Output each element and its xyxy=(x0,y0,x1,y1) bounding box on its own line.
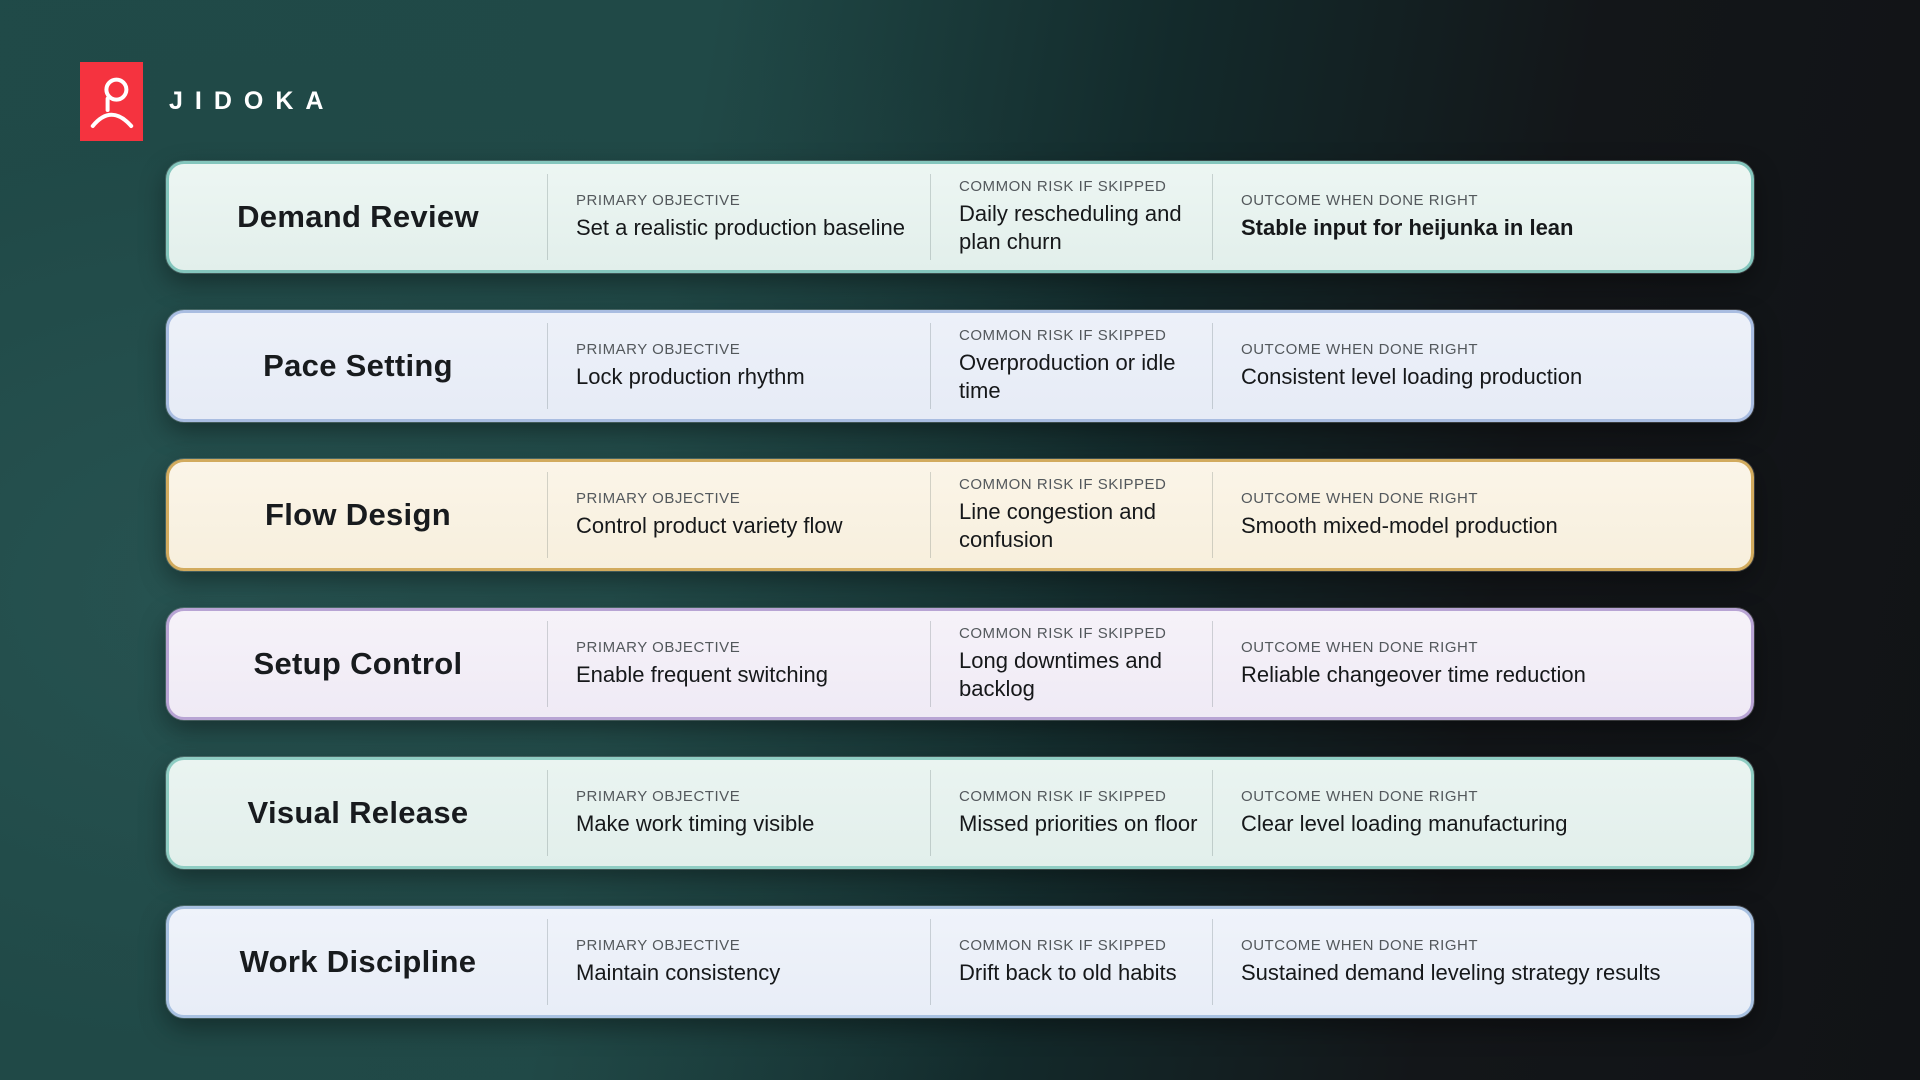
objective-label: PRIMARY OBJECTIVE xyxy=(576,936,741,954)
card-title: Pace Setting xyxy=(263,348,453,383)
objective-label: PRIMARY OBJECTIVE xyxy=(576,638,741,656)
objective-value: Set a realistic production baseline xyxy=(576,214,905,240)
risk-column xyxy=(930,621,1212,707)
outcome-column xyxy=(1212,323,1751,409)
person-figure-icon xyxy=(87,70,137,134)
objective-label: PRIMARY OBJECTIVE xyxy=(576,489,741,507)
card-title-cell xyxy=(169,174,547,260)
outcome-column xyxy=(1212,919,1751,1005)
risk-column xyxy=(930,323,1212,409)
card-setup-control xyxy=(166,608,1754,720)
objective-value: Control product variety flow xyxy=(576,512,843,538)
card-title: Setup Control xyxy=(253,646,463,681)
card-title-cell xyxy=(169,621,547,707)
risk-label: COMMON RISK IF SKIPPED xyxy=(959,177,1167,195)
outcome-value: Consistent level loading production xyxy=(1241,363,1583,389)
risk-value: Drift back to old habits xyxy=(959,959,1177,985)
objective-value: Lock production rhythm xyxy=(576,363,805,389)
card-title-cell xyxy=(169,323,547,409)
objective-value: Maintain consistency xyxy=(576,959,781,985)
risk-column xyxy=(930,919,1212,1005)
risk-label: COMMON RISK IF SKIPPED xyxy=(959,624,1167,642)
objective-column xyxy=(547,621,930,707)
card-demand-review xyxy=(166,161,1754,273)
outcome-value: Stable input for heijunka in lean xyxy=(1241,214,1574,240)
outcome-label: OUTCOME WHEN DONE RIGHT xyxy=(1241,489,1479,507)
card-title-cell xyxy=(169,919,547,1005)
outcome-label: OUTCOME WHEN DONE RIGHT xyxy=(1241,787,1479,805)
outcome-label: OUTCOME WHEN DONE RIGHT xyxy=(1241,936,1479,954)
card-title-cell xyxy=(169,770,547,856)
risk-column xyxy=(930,174,1212,260)
card-work-discipline xyxy=(166,906,1754,1018)
objective-label: PRIMARY OBJECTIVE xyxy=(576,787,741,805)
outcome-label: OUTCOME WHEN DONE RIGHT xyxy=(1241,191,1479,209)
objective-label: PRIMARY OBJECTIVE xyxy=(576,191,741,209)
outcome-column xyxy=(1212,621,1751,707)
outcome-label: OUTCOME WHEN DONE RIGHT xyxy=(1241,638,1479,656)
risk-label: COMMON RISK IF SKIPPED xyxy=(959,475,1167,493)
objective-column xyxy=(547,323,930,409)
risk-value: Overproduction or idle time xyxy=(959,349,1176,403)
card-flow-design xyxy=(166,459,1754,571)
cards-list xyxy=(166,161,1754,1018)
outcome-column xyxy=(1212,472,1751,558)
outcome-column xyxy=(1212,174,1751,260)
objective-column xyxy=(547,770,930,856)
jidoka-logo xyxy=(80,62,143,141)
outcome-value: Smooth mixed-model production xyxy=(1241,512,1558,538)
card-title: Work Discipline xyxy=(239,944,477,979)
objective-label: PRIMARY OBJECTIVE xyxy=(576,340,741,358)
card-title: Demand Review xyxy=(237,199,479,234)
objective-column xyxy=(547,174,930,260)
outcome-value: Reliable changeover time reduction xyxy=(1241,661,1586,687)
outcome-value: Sustained demand leveling strategy results xyxy=(1241,959,1661,985)
card-pace-setting xyxy=(166,310,1754,422)
risk-column xyxy=(930,472,1212,558)
card-visual-release xyxy=(166,757,1754,869)
objective-column xyxy=(547,919,930,1005)
risk-label: COMMON RISK IF SKIPPED xyxy=(959,936,1167,954)
card-title-cell xyxy=(169,472,547,558)
card-title: Flow Design xyxy=(265,497,451,532)
objective-column xyxy=(547,472,930,558)
brand-header xyxy=(80,62,335,141)
risk-value: Long downtimes and backlog xyxy=(959,647,1163,701)
risk-value: Missed priorities on floor xyxy=(959,810,1198,836)
risk-label: COMMON RISK IF SKIPPED xyxy=(959,326,1167,344)
objective-value: Make work timing visible xyxy=(576,810,815,836)
card-title: Visual Release xyxy=(247,795,469,830)
risk-label: COMMON RISK IF SKIPPED xyxy=(959,787,1167,805)
brand-name: JIDOKA xyxy=(169,87,336,115)
risk-column xyxy=(930,770,1212,856)
outcome-value: Clear level loading manufacturing xyxy=(1241,810,1568,836)
objective-value: Enable frequent switching xyxy=(576,661,828,687)
risk-value: Line congestion and confusion xyxy=(959,498,1156,552)
risk-value: Daily rescheduling and plan churn xyxy=(959,200,1182,254)
outcome-column xyxy=(1212,770,1751,856)
outcome-label: OUTCOME WHEN DONE RIGHT xyxy=(1241,340,1479,358)
